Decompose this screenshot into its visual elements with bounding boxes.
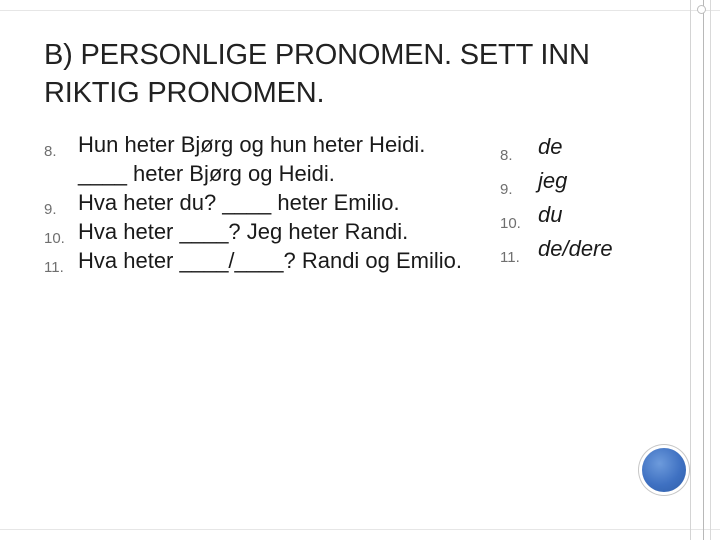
exercise-item bbox=[44, 246, 464, 275]
answer-number: 10. bbox=[500, 215, 521, 232]
exercise-item bbox=[44, 188, 464, 217]
item-text: Hva heter ____? Jeg heter Randi. bbox=[78, 219, 409, 244]
answer-number: 9. bbox=[500, 181, 513, 198]
answer-text: jeg bbox=[538, 168, 568, 193]
item-text: Hva heter ____/____? Randi og Emilio. bbox=[78, 248, 463, 273]
frame-line-3 bbox=[710, 0, 711, 540]
answer-text: de bbox=[538, 134, 563, 159]
exercise-list bbox=[44, 130, 464, 275]
answer-item bbox=[500, 198, 680, 232]
frame-line-1 bbox=[690, 0, 691, 540]
answer-text: du bbox=[538, 202, 563, 227]
answer-number: 11. bbox=[500, 249, 520, 266]
exercise-item bbox=[44, 130, 464, 188]
item-number: 10. bbox=[44, 230, 65, 247]
answer-item bbox=[500, 130, 680, 164]
item-number: 8. bbox=[44, 143, 57, 160]
answer-text: de/dere bbox=[538, 236, 613, 261]
item-text: Hun heter Bjørg og hun heter Heidi. ____ heter Bjørg og Heidi. bbox=[78, 132, 426, 186]
answer-list bbox=[500, 130, 680, 266]
item-number: 11. bbox=[44, 259, 64, 276]
item-text: Hva heter du? ____ heter Emilio. bbox=[78, 190, 400, 215]
slide-title: B) PERSONLIGE PRONOMEN. SETT INN RIKTIG PRONOMEN. bbox=[44, 39, 590, 109]
answer-item bbox=[500, 164, 680, 198]
exercise-item bbox=[44, 217, 464, 246]
frame-line-2 bbox=[703, 0, 704, 540]
corner-dot-icon bbox=[697, 5, 706, 14]
blue-circle-icon bbox=[642, 448, 686, 492]
top-rule bbox=[0, 10, 720, 11]
answer-item bbox=[500, 232, 680, 266]
bottom-rule bbox=[0, 529, 720, 530]
answer-number: 8. bbox=[500, 147, 513, 164]
item-number: 9. bbox=[44, 201, 57, 218]
